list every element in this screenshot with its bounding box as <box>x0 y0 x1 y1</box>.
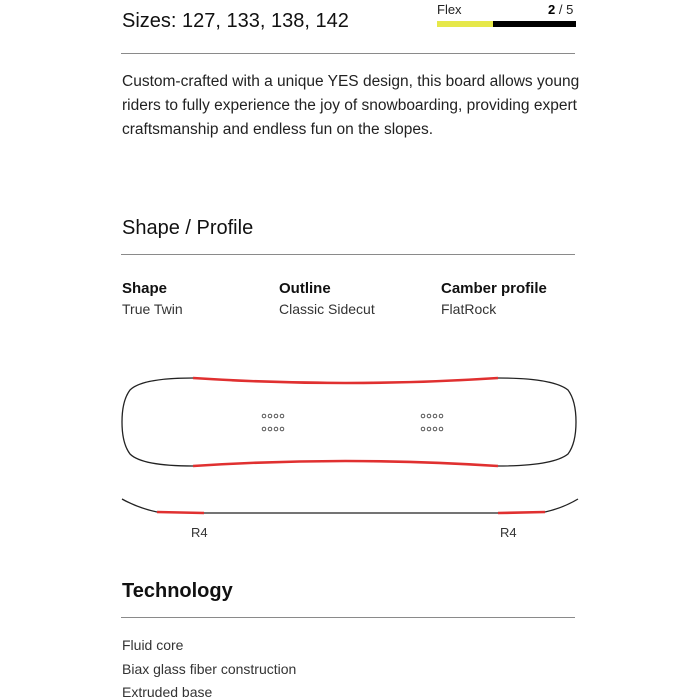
divider <box>121 617 575 618</box>
technology-item: Extruded base <box>122 684 213 700</box>
technology-heading: Technology <box>122 580 233 602</box>
sizes-heading: Sizes: 127, 133, 138, 142 <box>122 10 349 32</box>
sidecut-bottom <box>193 461 498 466</box>
flex-rating-value: 2 <box>548 2 556 17</box>
spec-outline-name: Outline <box>279 280 331 297</box>
sidecut-top <box>193 378 498 383</box>
product-description: Custom-crafted with a unique YES design, this board allows young riders to fully experience the joy of snowboarding, providing expert craftsmanship and endless fun on the slopes. <box>122 73 580 138</box>
profile-label-right: R4 <box>500 525 517 540</box>
spec-shape-name: Shape <box>122 280 168 297</box>
camber-profile-line <box>122 499 578 513</box>
spec-camber-name: Camber profile <box>441 280 547 297</box>
spec-outline-value: Classic Sidecut <box>279 301 375 317</box>
spec-camber-value: FlatRock <box>441 301 497 317</box>
binding-inserts-left <box>262 414 284 431</box>
technology-item: Biax glass fiber construction <box>122 661 297 677</box>
shape-profile-heading: Shape / Profile <box>122 217 254 239</box>
board-outline <box>122 378 576 466</box>
flex-label: Flex <box>437 2 462 17</box>
profile-label-left: R4 <box>191 525 208 540</box>
binding-inserts-right <box>421 414 443 431</box>
technology-item: Fluid core <box>122 637 184 653</box>
flex-rating-max: / 5 <box>558 2 574 17</box>
spec-shape-value: True Twin <box>122 301 183 317</box>
